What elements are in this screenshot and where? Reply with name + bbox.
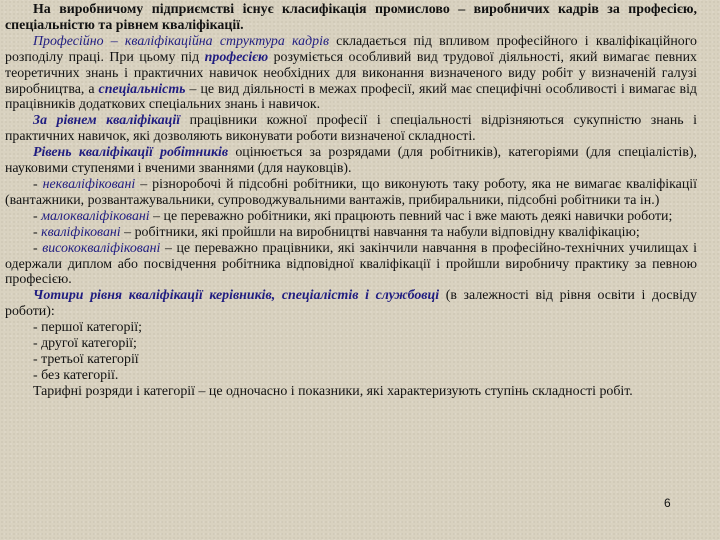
paragraph-text: оцінюється за розрядами (для робітників), категоріями (для спеціалістів), науковими ступенями і вченими званнями (для науковців). [5,145,697,177]
term-worker-qualification: Рівень кваліфікації робітників [33,145,229,161]
paragraph-qualification [5,113,697,145]
term-unqualified: некваліфіковані [42,176,136,192]
list-item [5,209,697,225]
category-item: - третьої категорії [33,351,139,367]
list-item-text: – різноробочі й підсобні робітники, що виконують таку роботу, яка не вимагає кваліфікації (вантажники, розвантажувальники, супроводжувальними вантажів, прибиральники, підсобні робітники та ін.) [5,176,697,208]
paragraph-text: – це вид діяльності в межах професії, який має специфічні особливості і вимагає від працівників додаткових спеціальних знань і навичок. [5,81,698,113]
slide-content [5,2,697,400]
term-low-qualified: малокваліфіковані [41,208,150,224]
list-item-text: – робітники, які пройшли на виробництві навчання та набули відповідну кваліфікацію; [120,224,640,240]
category-item: - першої категорії; [33,320,143,336]
list-dash: - [33,240,43,256]
page-number: 6 [664,496,671,510]
list-dash: - [33,208,42,224]
paragraph-text: працівники кожної професії і спеціальності відрізняються сукупністю знань і практичних навичок, які дозволяють виконувати роботи визначеної складності. [5,113,697,145]
paragraph-worker-level [5,145,697,177]
list-dash: - [33,224,42,240]
list-dash: - [33,176,43,192]
slide-title: На виробничому підприємстві існує класифікація промислово – виробничих кадрів за професією, спеціальністю та рівнем кваліфікації. [5,2,697,33]
category-item: - другої категорії; [33,336,137,352]
paragraph-four-levels [5,288,697,320]
list-item-text: – це переважно працівники, які закінчили навчання в професійно-технічних училищах і одержали диплом або посвідчення робітника відповідної кваліфікації і пройшли виробничу практику за певною професією. [5,240,697,288]
term-qualified: кваліфіковані [41,224,121,240]
paragraph-text: складається під впливом професійного і кваліфікаційного розподілу праці. При цьому під [5,33,698,65]
list-item [5,177,697,209]
term-profession: професією [204,49,269,65]
term-structure: Професійно – кваліфікаційна структура кадрів [33,33,329,49]
category-item: - без категорії. [33,367,119,383]
paragraph-text: (в залежності від рівня освіти і досвіду роботи): [5,288,697,320]
term-four-levels: Чотири рівня кваліфікації керівників, спеціалістів і службовці [33,288,440,304]
list-item [5,225,697,241]
list-item [5,241,697,289]
paragraph-structure [5,34,697,114]
list-item-text: – це переважно робітники, які працюють певний час і вже мають деякі навички роботи; [149,208,673,224]
term-specialty: спеціальність [98,81,186,97]
paragraph-text: розуміється особливий вид трудової діяльності, який вимагає певних теоретичних знань і практичних навичок необхідних для виконання визначеного виду робіт у визначеній галузі виробництва, а [5,49,697,97]
term-highly-qualified: висококваліфіковані [42,240,161,256]
paragraph-closing: Тарифні розряди і категорії – це одночасно і показники, які характеризують ступінь складності робіт. [33,383,633,399]
term-qualification-level: За рівнем кваліфікації [33,113,181,129]
